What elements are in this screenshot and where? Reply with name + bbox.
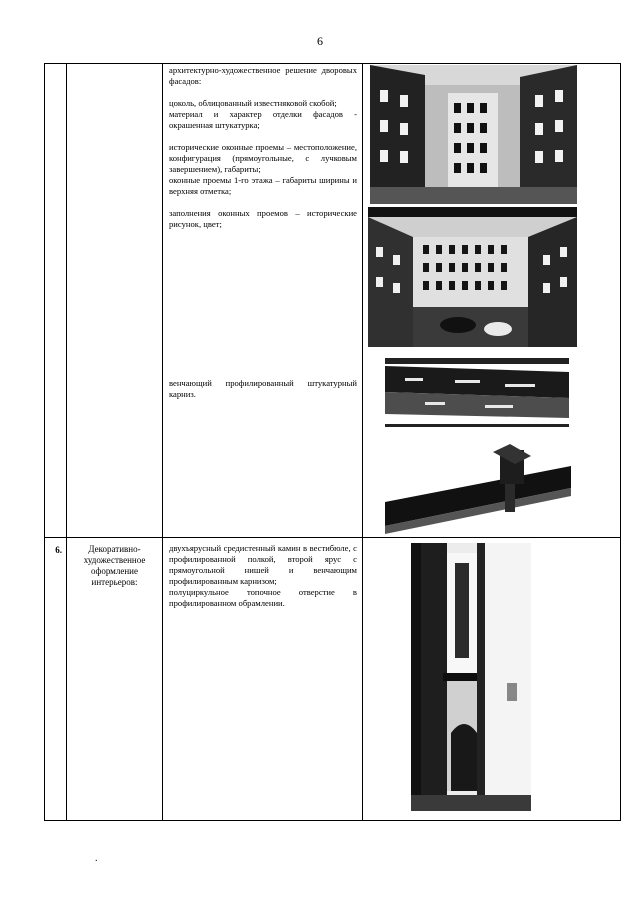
description-cell	[163, 538, 363, 821]
photo-cell	[363, 64, 621, 538]
row-name	[67, 64, 162, 70]
page-number: 6	[317, 34, 323, 48]
fireplace-interior-photo	[411, 543, 531, 811]
object-features-table	[44, 63, 621, 821]
row-number-cell	[45, 538, 67, 821]
footer-mark: .	[95, 853, 98, 864]
row-number: 6.	[55, 545, 62, 555]
description-text: цоколь, облицованный известняковой скобой;	[169, 98, 337, 108]
row-number-cell	[45, 64, 67, 538]
description-text: архитектурно-художественное решение дворовых фасадов:	[169, 65, 357, 86]
description-text: материал и характер отделки фасадов - окрашенная штукатурка;	[169, 109, 357, 130]
cornice-photo	[385, 444, 571, 534]
table-row	[45, 64, 621, 538]
table-row	[45, 538, 621, 821]
courtyard-view-photo	[368, 207, 577, 347]
description-cell	[163, 64, 363, 538]
row-name-cell	[67, 64, 163, 538]
row-name-cell	[67, 538, 163, 821]
description-text: двухъярусный средистенный камин в вестибюле, с профилированной полкой, второй ярус с прямоугольной нишей и венчающим профилированным карнизом;	[169, 543, 357, 586]
description-text: оконные проемы 1-го этажа – габариты ширины и верхняя отметка;	[169, 175, 357, 196]
description-text: венчающий профилированный штукатурный карниз.	[169, 378, 357, 399]
row-number	[45, 64, 66, 71]
plinth-stone-photo	[385, 358, 569, 434]
courtyard-facades-photo	[370, 65, 577, 204]
row-name: Декоративно-художественное оформление интерьеров:	[83, 544, 146, 587]
description-text: полуциркульное топочное отверстие в профилированном обрамлении.	[169, 587, 357, 608]
description-text: исторические оконные проемы – местоположение, конфигурация (прямоугольные, с лучковым завершением), габариты;	[169, 142, 357, 174]
photo-cell	[363, 538, 621, 821]
description-text: заполнения оконных проемов – исторические рисунок, цвет;	[169, 208, 357, 229]
